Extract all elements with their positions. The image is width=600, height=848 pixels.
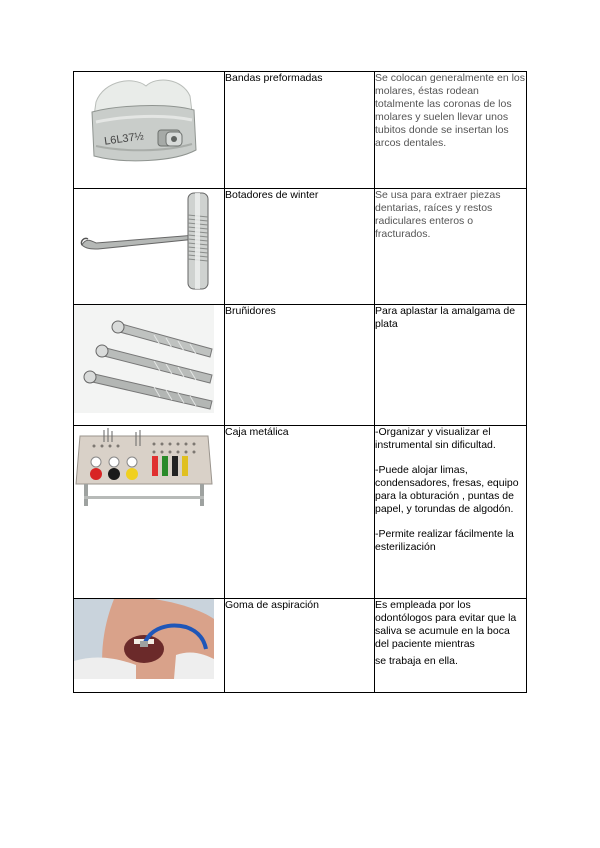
instrument-name: Bruñidores (225, 305, 375, 426)
description-text: Se usa para extraer piezas dentarias, raíces y restos radiculares enteros o fracturados. (375, 189, 501, 240)
suction-hose-icon (74, 599, 214, 679)
description-text: -Organizar y visualizar el instrumental sin dificultad. (375, 426, 496, 451)
description-text: -Permite realizar fácilmente la esterilización (375, 528, 514, 553)
image-cell (74, 189, 225, 305)
table-row (74, 189, 527, 305)
table-row (74, 426, 527, 599)
metal-box-icon (74, 426, 214, 512)
description-text: Es empleada por los odontólogos para evitar que la saliva se acumule en la boca del paciente mientras (375, 599, 517, 650)
instrument-description (375, 426, 527, 599)
instrument-name: Bandas preformadas (225, 72, 375, 189)
description-text: se trabaja en ella. (375, 655, 458, 667)
image-cell (74, 599, 225, 693)
winter-elevator-icon (74, 189, 214, 293)
description-text: -Puede alojar limas, condensadores, fresas, equipo para la obturación , puntas de papel, y torundas de algodón. (375, 464, 519, 515)
instrument-description (375, 305, 527, 426)
image-cell (74, 426, 225, 599)
instrument-name: Goma de aspiración (225, 599, 375, 693)
instrument-description (375, 72, 527, 189)
image-cell (74, 72, 225, 189)
instrument-name: Caja metálica (225, 426, 375, 599)
table-row (74, 599, 527, 693)
table-row (74, 305, 527, 426)
burnisher-icon (74, 305, 214, 413)
instrument-name: Botadores de winter (225, 189, 375, 305)
description-text: Para aplastar la amalgama de plata (375, 305, 516, 330)
instruments-table (73, 71, 527, 693)
instrument-description (375, 189, 527, 305)
image-cell (74, 305, 225, 426)
description-text: Se colocan generalmente en los molares, éstas rodean totalmente las coronas de los molares y suelen llevar unos tubitos donde se insertan los arcos dentales. (375, 72, 526, 149)
table-row (74, 72, 527, 189)
band-engraving: L6L37½ (103, 130, 145, 148)
instrument-description (375, 599, 527, 693)
molar-band-icon (74, 72, 214, 172)
